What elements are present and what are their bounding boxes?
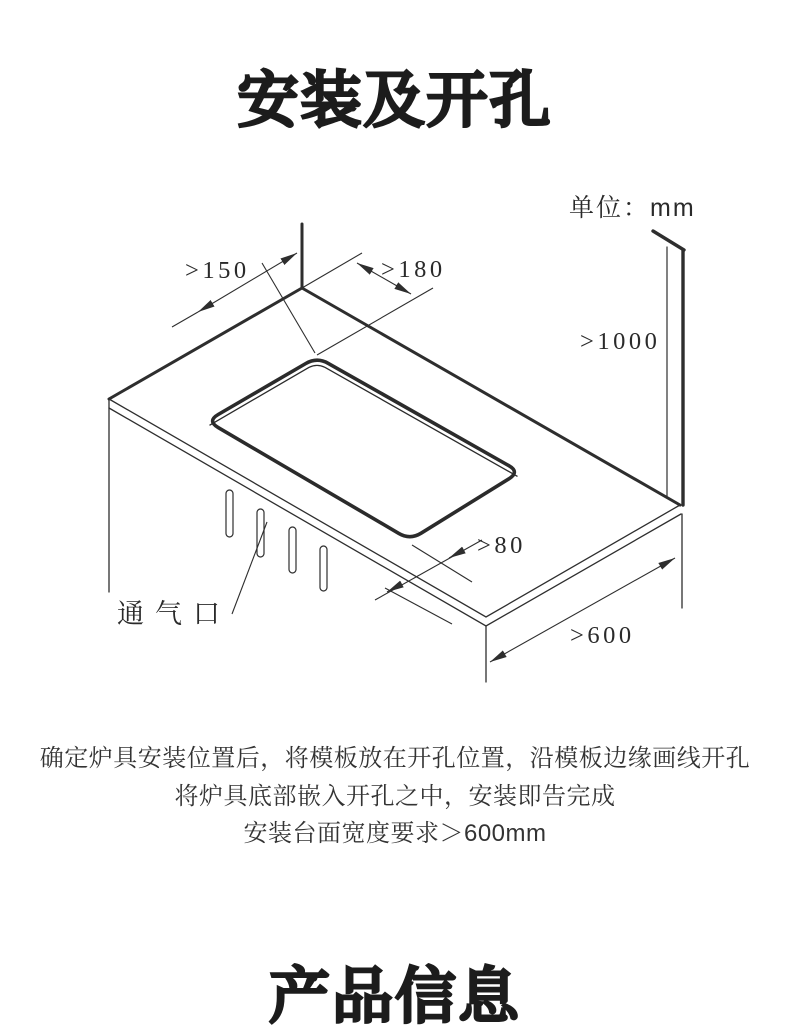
dim-label-front-clearance: >80 <box>477 532 526 559</box>
dim-80-arrow-b <box>387 585 400 592</box>
bottom-section-title: 产品信息 <box>268 962 521 1030</box>
vent-label: 通气口 <box>117 599 231 629</box>
dim-label-counter-depth: >600 <box>570 622 635 649</box>
dim-80-ext-b <box>385 588 452 624</box>
vent-slot <box>226 490 233 537</box>
dim-80-arrow-a <box>449 551 462 558</box>
instruction-line-1: 确定炉具安装位置后，将模板放在开孔位置，沿模板边缘画线开孔 <box>39 745 751 772</box>
page-title: 安装及开孔 <box>237 66 553 134</box>
wall <box>653 231 684 505</box>
dim-80-line <box>375 540 482 600</box>
vent-leader-line <box>232 522 267 614</box>
counter-back-right-edge <box>302 288 680 505</box>
dim-label-wall-height: >1000 <box>580 328 661 355</box>
dim-label-rear-clearance: >180 <box>381 256 446 283</box>
installation-instructions <box>0 740 790 853</box>
vent-slot <box>320 546 327 591</box>
vent-slot <box>289 527 296 573</box>
unit-label: 单位：mm <box>569 194 696 222</box>
dim-180-ext-b <box>317 288 433 355</box>
instruction-line-2: 将炉具底部嵌入开孔之中，安装即告完成 <box>174 782 616 810</box>
dim-180-ext-a <box>302 253 362 288</box>
dim-150-overshoot <box>172 312 198 327</box>
counter-front-top-edges <box>109 399 680 617</box>
instruction-line-3: 安装台面宽度要求＞600mm <box>243 820 547 847</box>
dim-label-left-clearance: >150 <box>185 257 250 284</box>
wall-top-cap <box>653 231 684 250</box>
